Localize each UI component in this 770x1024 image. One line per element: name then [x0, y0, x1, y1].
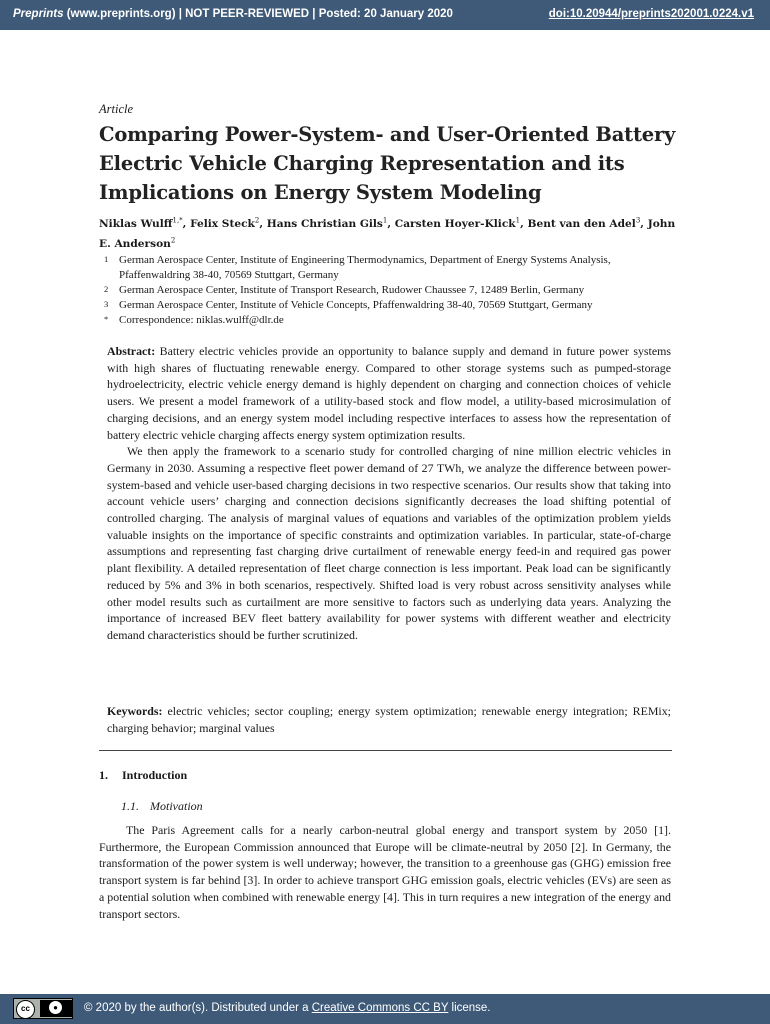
doi-link[interactable]: doi:10.20944/preprints202001.0224.v1 — [548, 8, 754, 20]
affiliations — [99, 253, 679, 328]
correspondence: * Correspondence: niklas.wulff@dlr.de — [104, 314, 284, 326]
subsection-heading-motivation: 1.1. Motivation — [121, 799, 203, 813]
paper-title: Comparing Power-System- and User-Oriented Battery Electric Vehicle Charging Representation and its Implications on Energy System Modeling — [99, 123, 676, 204]
abstract-paragraph-1: Abstract: Battery electric vehicles provide an opportunity to balance supply and demand in future power systems with high shares of fluctuating renewable energy. Compared to other storage systems such as pumped-storage hydroelectricity, electric vehicle energy demand is highly dependent on charging and connection choices of vehicle users. We present a model framework of a utility-based stock and flow model, a utility-based microsimulation of charging decisions, and an energy system model including respective interfaces to assess how the representation of battery electric vehicle charging affects energy system optimization results. — [107, 344, 671, 442]
header-info: (www.preprints.org) | NOT PEER-REVIEWED | Posted: 20 January 2020 — [63, 8, 453, 20]
author-list: Niklas Wulff$^{1,*}$, Felix Steck$^2$, Hans Christian Gils$^1$, Carsten Hoyer-Klick$^1$, Bent van den Adel$^3$, John E. Anderson$^2$ — [99, 216, 676, 251]
author-3: Hans Christian Gils$^1$ — [266, 216, 388, 230]
author-6: John E. Anderson$^2$ — [99, 217, 676, 251]
author-1: Niklas Wulff$^{1,*}$ — [99, 216, 183, 230]
header-bar — [0, 0, 770, 30]
affiliation-3: 3 German Aerospace Center, Institute of Vehicle Concepts, Pfaffenwaldring 38-40, 70569 Stuttgart, Germany — [104, 299, 593, 311]
abstract — [107, 343, 671, 644]
affiliation-1: 1 German Aerospace Center, Institute of Engineering Thermodynamics, Department of Energy Systems Analysis, Pfaffenwaldring 38-40, 70569 Stuttgart, Germany — [104, 254, 611, 281]
footer-bar — [0, 994, 770, 1024]
intro-paragraph: The Paris Agreement calls for a nearly carbon-neutral global energy and transport system by 2050 [1]. Furthermore, the European Commission announced that Europe will be climate-neutral by 2050 [2]. In Germany, the transformation of the power system is well underway; however, the transition to a greenhouse gas (GHG) emission free transport system is far behind [3]. In order to achieve transport GHG emission goals, electric vehicles (EVs) are seen as a potential solution when combined with renewable energy [4]. This in turn requires a new integration of the energy and transport sectors. — [99, 823, 671, 921]
by-icon — [40, 1000, 72, 1017]
author-2: Felix Steck$^2$ — [190, 216, 260, 230]
author-4: Carsten Hoyer-Klick$^1$ — [394, 216, 521, 230]
keywords-label: Keywords: — [107, 704, 163, 718]
divider — [99, 750, 672, 751]
article-type: Article — [99, 102, 134, 116]
section-heading-introduction: 1. Introduction — [99, 768, 188, 782]
author-5: Bent van den Adel$^3$ — [527, 216, 641, 230]
keywords-text: electric vehicles; sector coupling; energy system optimization; renewable energy integration; REMix; charging behavior; marginal values — [107, 704, 671, 735]
cc-by-badge[interactable] — [13, 998, 73, 1019]
person-icon: ● — [49, 1001, 62, 1014]
keywords — [107, 703, 671, 736]
preprints-label: Preprints — [13, 8, 64, 20]
license-link[interactable]: Creative Commons CC BY — [311, 1002, 449, 1014]
abstract-paragraph-2: We then apply the framework to a scenario study for controlled charging of nine million electric vehicles in Germany in 2030. Assuming a respective fleet power demand of 27 TWh, we analyze the difference between power-system-based and vehicle user-based charging decisions in two respective scenarios. Our results show that taking into account vehicle users’ charging and connection decisions significantly decreases the load shifting potential of controlled charging. The analysis of marginal values of equations and variables of the optimization problem yields valuable insights on the importance of specific constraints and optimization variables. In particular, state-of-charge assumptions and representing fast charging drive curtailment of renewable energy feed-in and required gas power plant flexibility. A detailed representation of fleet charge connection is less important. Peak load can be significantly reduced by 5% and 3% in both scenarios, respectively. Shifted load is very robust across sensitivity analyses while other model results such as curtailment are more sensitive to factors such as underlying data years. Analyzing the importance of increased BEV fleet battery availability for power systems with different weather and electricity demand characteristics should be further scrutinized. — [107, 444, 671, 642]
affiliation-2: 2 German Aerospace Center, Institute of Transport Research, Rudower Chaussee 7, 12489 Berlin, Germany — [104, 284, 585, 296]
license-text: © 2020 by the author(s). Distributed under a Creative Commons CC BY license. — [84, 1002, 491, 1014]
abstract-label: Abstract: — [107, 344, 156, 358]
cc-icon: cc — [16, 1000, 35, 1019]
header-left — [13, 8, 453, 20]
